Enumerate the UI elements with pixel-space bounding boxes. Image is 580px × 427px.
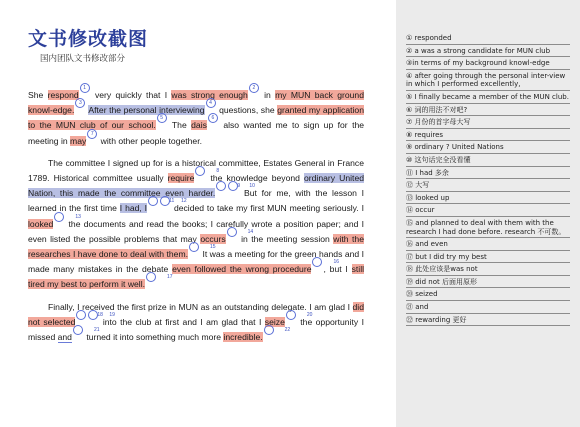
comment-item: ⑫ 大写 xyxy=(406,179,570,192)
marker-11: 11 xyxy=(148,196,158,206)
comment-item: ⑩ 这句话完全没看懂 xyxy=(406,154,570,167)
highlight-15: with the researches I have done to deal with them. xyxy=(28,233,364,260)
comment-item: ② a was a strong candidate for MUN club xyxy=(406,45,570,58)
highlight-9: ordinary United Nation, this made the committee even harder. xyxy=(28,173,365,199)
text: , but I xyxy=(323,264,352,275)
marker-1: 1 xyxy=(80,83,90,93)
comment-item: ⑰ but I did try my best xyxy=(406,251,570,264)
text: But for me, with the lesson I learned in the first time xyxy=(28,188,364,214)
marker-14: 14 xyxy=(227,227,237,237)
marker-20: 20 xyxy=(286,310,296,320)
highlight-2: was strong enough xyxy=(171,90,248,100)
text: the documents and read the books; I carefully wrote a position paper; and I even listed the possible problems that may xyxy=(28,218,364,244)
marker-6: 6 xyxy=(208,113,218,123)
highlight-22: incredible. xyxy=(223,332,263,343)
comment-list xyxy=(406,32,570,326)
text: turned it into something much more xyxy=(83,332,224,343)
text: with other people together. xyxy=(98,135,202,146)
page-title: 文书修改截图 xyxy=(28,28,149,50)
marker-8: 8 xyxy=(195,166,205,176)
highlight-16: even followed the wrong procedure xyxy=(172,264,312,275)
marker-19: 19 xyxy=(88,310,98,320)
marker-13: 13 xyxy=(54,212,64,222)
comment-item: ⑤ I finally became a member of the MUN club. xyxy=(406,91,570,104)
marker-9: 9 xyxy=(216,181,226,191)
text: She xyxy=(28,90,48,100)
highlight-5: granted my application to the MUN club of our school. xyxy=(28,105,364,131)
essay-paragraph-1 xyxy=(28,85,365,149)
text: very quickly that I xyxy=(90,90,172,100)
comment-item: ③in terms of my background knowl-edge xyxy=(406,57,570,70)
essay-body xyxy=(28,85,365,352)
comment-item: ④ after going through the personal inter-view in which I performed excellently, xyxy=(406,70,570,91)
comment-item: ① responded xyxy=(406,32,570,45)
comment-item: ⑯ and even xyxy=(406,238,570,251)
comment-item: ⑪ I had 多余 xyxy=(406,167,570,180)
marker-16: 16 xyxy=(312,257,322,267)
marker-5: 5 xyxy=(157,113,167,123)
comment-item: ⑬ looked up xyxy=(406,192,570,205)
marker-3: 3 xyxy=(75,98,85,108)
highlight-18: did not selected xyxy=(28,301,364,327)
text: The xyxy=(167,120,192,131)
highlight-8: require xyxy=(167,173,195,184)
comment-item: ⑳ seized xyxy=(406,288,570,301)
marker-15: 15 xyxy=(189,242,199,252)
highlight-14: occurs xyxy=(200,233,226,244)
text: the opportunity I missed xyxy=(28,316,364,343)
text: questions, she xyxy=(216,105,278,116)
marker-12: 12 xyxy=(160,196,170,206)
comment-item: ㉒ rewarding 更好 xyxy=(406,314,570,327)
highlight-7: may xyxy=(70,135,87,146)
marker-7: 7 xyxy=(87,129,97,139)
text: It was a meeting for the green hands and I made many mistakes in the debate xyxy=(28,249,364,275)
essay-paragraph-3 xyxy=(28,300,364,346)
comment-item: ⑦ 月份的首字母大写 xyxy=(406,116,570,129)
text: Finally, I received the first prize in MUN as an outstanding delegate. I am glad I xyxy=(48,301,353,312)
marker-18: 18 xyxy=(76,310,86,320)
marker-22: 22 xyxy=(264,325,274,335)
essay-paragraph-2 xyxy=(28,156,364,293)
comment-item: ⑧ requires xyxy=(406,129,570,142)
marker-21: 21 xyxy=(73,325,83,335)
highlight-1: respond xyxy=(47,90,79,100)
marker-2: 2 xyxy=(249,83,259,93)
highlight-6: dais xyxy=(191,120,207,131)
highlight-17: still tired my best to perform it well. xyxy=(28,264,365,290)
comment-item: ⑱ 此处应该是was not xyxy=(406,263,570,276)
text: The committee I signed up for is a historical committee, Estates General in France 1789. Historical committee usually xyxy=(28,157,364,184)
comment-item: ㉑ and xyxy=(406,301,570,314)
comment-item: ⑮ and planned to deal with them with the research I had done before. research 不可数。 xyxy=(406,217,570,238)
highlight-11: I had, I xyxy=(119,203,148,214)
text: decided to take my first MUN meeting seriously. I xyxy=(171,203,364,214)
marker-17: 17 xyxy=(146,272,156,282)
highlight-3: my MUN back ground knowl-edge. xyxy=(28,90,364,116)
comment-item: ⑨ ordinary ? United Nations xyxy=(406,141,570,154)
page-subtitle: 国内团队文书修改部分 xyxy=(40,54,126,64)
text: in the meeting session xyxy=(237,233,334,244)
text: also wanted me to sign up for the meeting in xyxy=(28,120,365,146)
comment-item: ⑲ did not 后面用原形 xyxy=(406,276,570,289)
text: in xyxy=(259,90,276,100)
highlight-4: After the personal interviewing xyxy=(88,105,205,116)
marker-10: 10 xyxy=(228,181,238,191)
marker-4: 4 xyxy=(206,98,216,108)
highlight-21: and xyxy=(57,332,72,343)
text: into the club at first and I am glad that I xyxy=(99,316,265,327)
comments-panel xyxy=(396,0,580,427)
text: the knowledge beyond xyxy=(206,173,305,184)
comment-item: ⑭ occur xyxy=(406,204,570,217)
comment-item: ⑥ 词的用法不对吧? xyxy=(406,104,570,117)
highlight-13: looked xyxy=(28,218,54,229)
highlight-20: seize xyxy=(264,316,285,327)
